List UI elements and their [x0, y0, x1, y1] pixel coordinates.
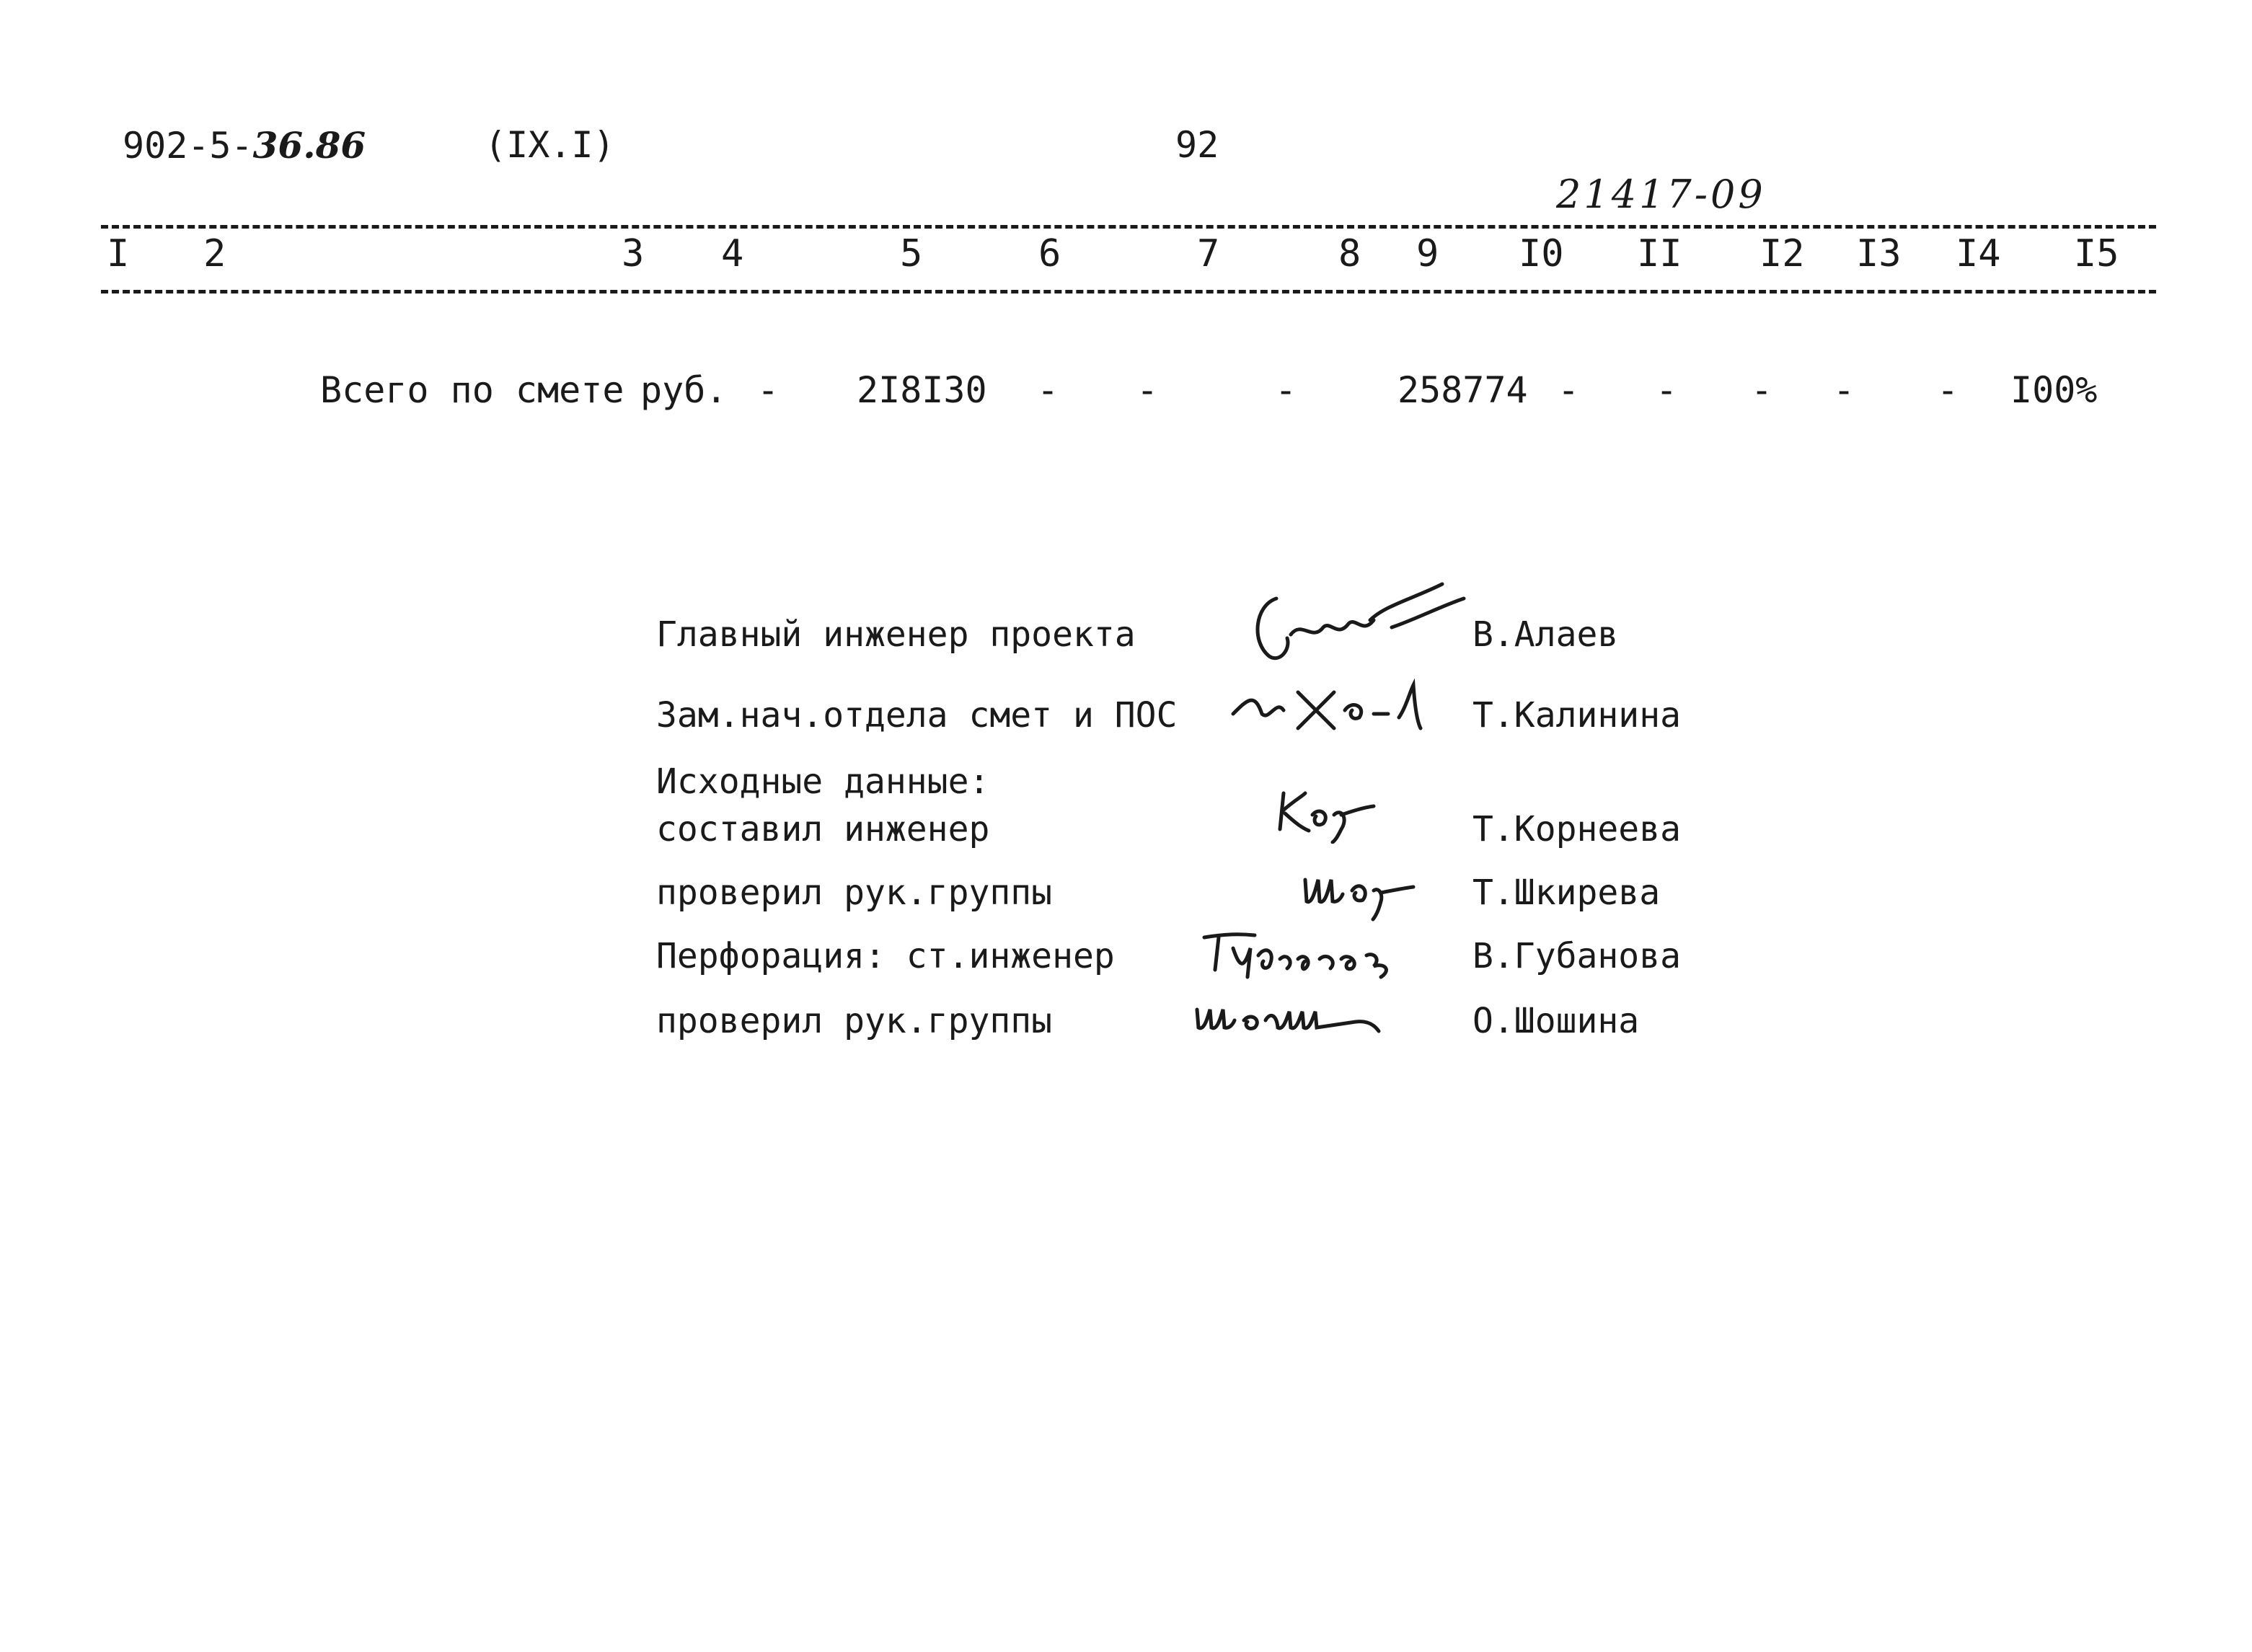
- signature-name: В.Алаев: [1472, 614, 1619, 655]
- column-number: 6: [1038, 232, 1061, 275]
- totals-cell: -: [1275, 369, 1297, 411]
- totals-unit: руб.: [640, 369, 728, 411]
- registration-number: 21417-09: [1556, 172, 1766, 217]
- signature-mark-shkireva: [1298, 858, 1421, 923]
- column-number: I2: [1759, 232, 1805, 275]
- column-number: I0: [1519, 232, 1564, 275]
- totals-label: Всего по смете: [320, 369, 624, 411]
- totals-cell: 258774: [1397, 369, 1528, 411]
- totals-cell: -: [1937, 369, 1959, 411]
- signature-name: О.Шошина: [1472, 1001, 1640, 1041]
- signature-mark-kalinina: [1226, 678, 1435, 736]
- totals-cell: -: [757, 369, 780, 411]
- doc-code-prefix: 902-5-: [123, 125, 253, 167]
- column-number: I3: [1856, 232, 1902, 275]
- column-number: 2: [203, 232, 226, 275]
- column-number: 5: [900, 232, 923, 275]
- totals-cell: -: [1037, 369, 1059, 411]
- signature-name: В.Губанова: [1472, 936, 1681, 976]
- totals-cell: -: [1833, 369, 1855, 411]
- section-code: (IX.I): [485, 124, 615, 166]
- totals-cell: -: [1656, 369, 1678, 411]
- totals-cell: -: [1751, 369, 1773, 411]
- signature-role: составил инженер: [656, 809, 990, 849]
- signature-role: Исходные данные:: [656, 761, 990, 802]
- column-number: 4: [721, 232, 744, 275]
- column-number: 7: [1197, 232, 1220, 275]
- doc-code-suffix: 36.86: [252, 124, 366, 167]
- signature-mark-korneeva: [1269, 786, 1385, 844]
- signature-role: Перфорация: ст.инженер: [656, 936, 1115, 976]
- totals-cell: -: [1558, 369, 1580, 411]
- totals-cell: -: [1136, 369, 1159, 411]
- signature-mark-shoshina: [1190, 991, 1392, 1042]
- signature-name: Т.Корнеева: [1472, 809, 1681, 849]
- column-number: II: [1637, 232, 1682, 275]
- column-number: 3: [622, 232, 645, 275]
- column-number: I5: [2074, 232, 2119, 275]
- signature-role: Главный инженер проекта: [656, 614, 1136, 655]
- signature-mark-alaev: [1248, 577, 1478, 671]
- signature-role: Зам.нач.отдела смет и ПОС: [656, 695, 1178, 736]
- page-number: 92: [1175, 124, 1219, 166]
- table-top-rule: [101, 225, 2156, 229]
- table-header-rule: [101, 290, 2156, 293]
- signature-mark-gubanova: [1197, 927, 1413, 984]
- signature-role: проверил рук.группы: [656, 1001, 1053, 1041]
- signature-name: Т.Калинина: [1472, 695, 1681, 736]
- doc-code: [123, 124, 366, 167]
- totals-cell: I00%: [2010, 369, 2098, 411]
- signature-role: проверил рук.группы: [656, 873, 1053, 913]
- column-number: 9: [1416, 232, 1439, 275]
- totals-cell: 2I8I30: [857, 369, 987, 411]
- column-number: 8: [1338, 232, 1361, 275]
- column-number: I: [107, 232, 130, 275]
- signature-name: Т.Шкирева: [1472, 873, 1661, 913]
- column-number: I4: [1956, 232, 2001, 275]
